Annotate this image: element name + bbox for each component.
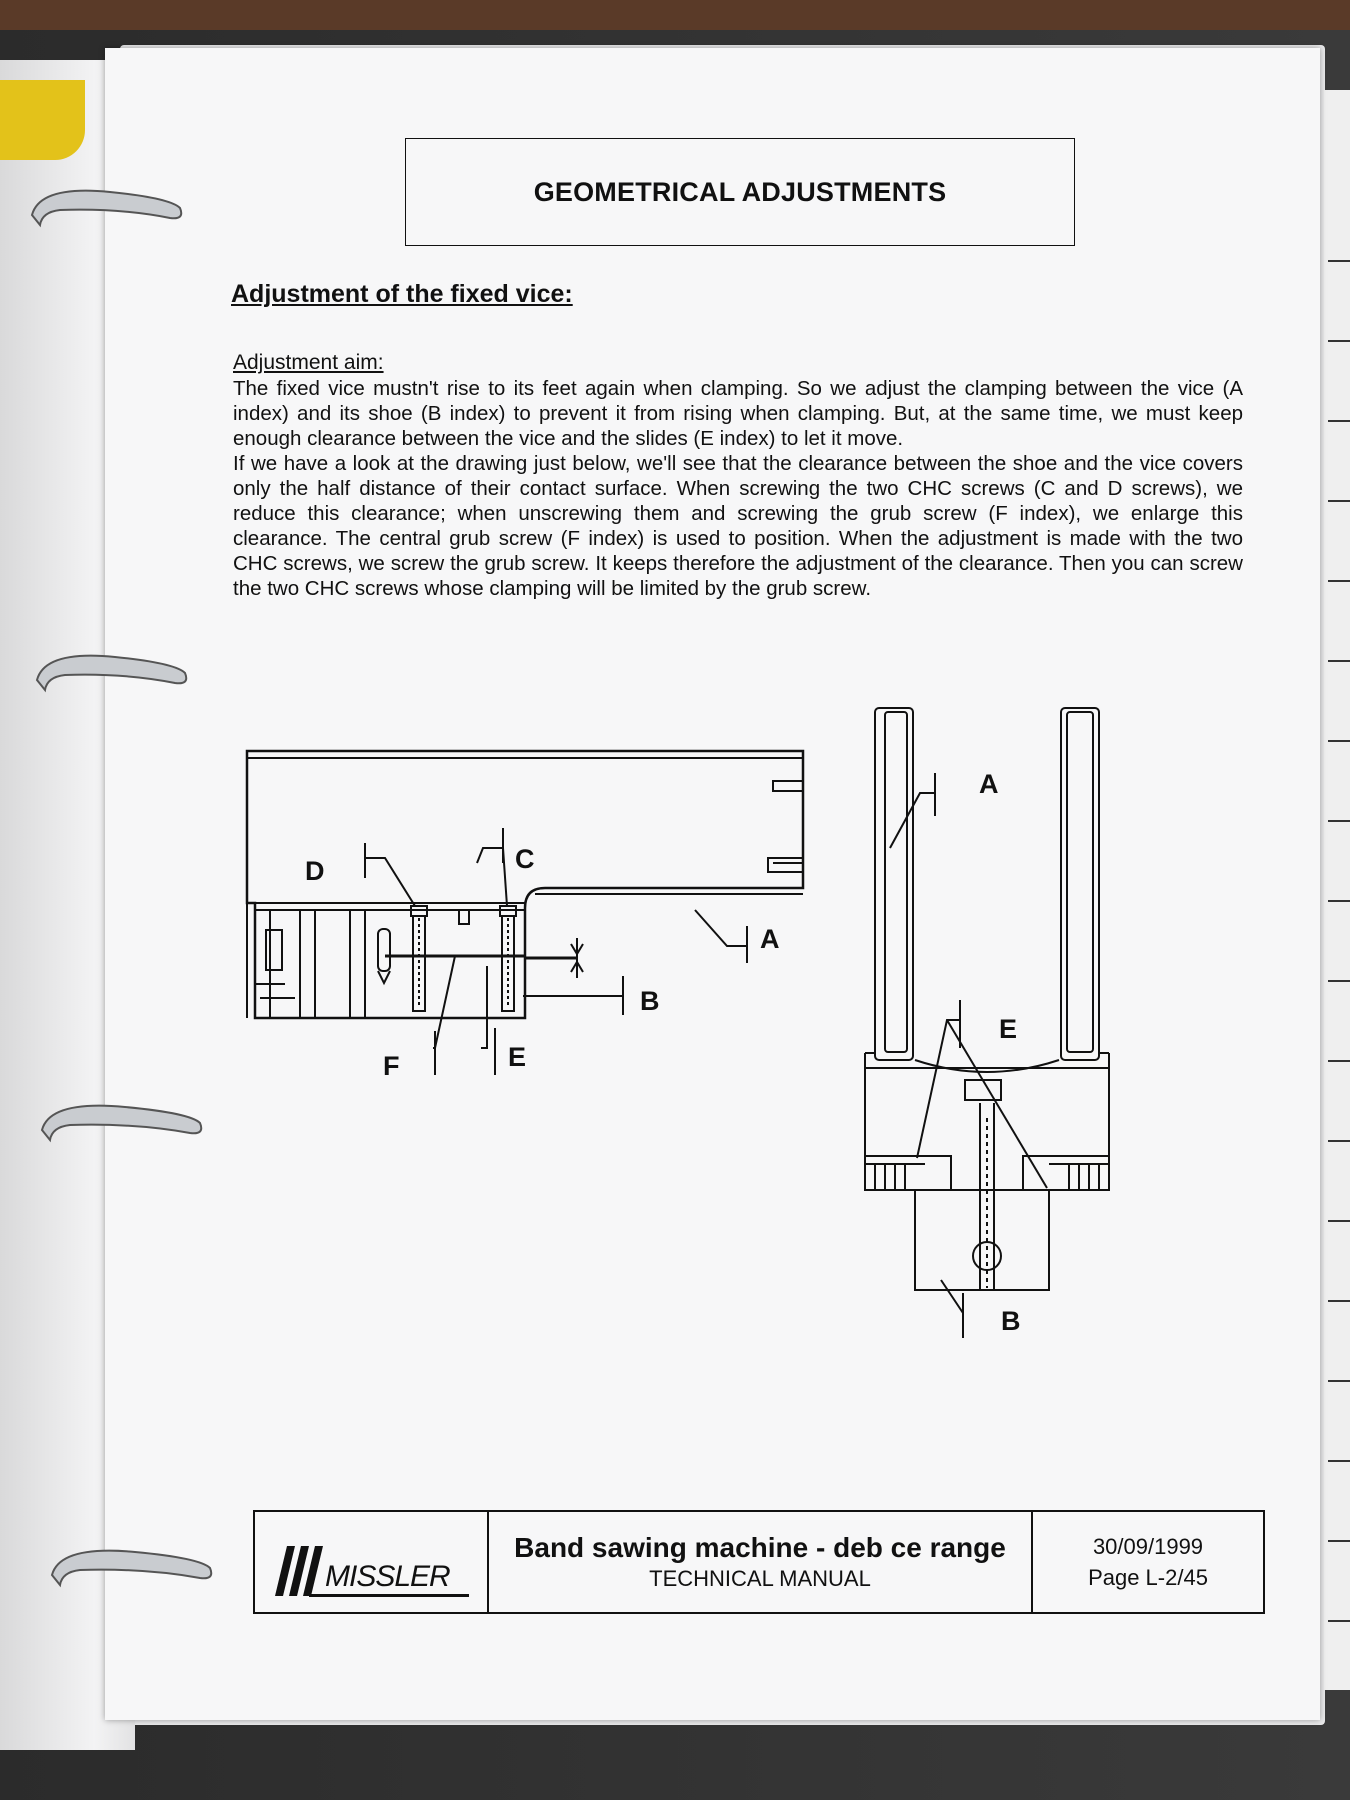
logo-text: MISSLER [325, 1560, 450, 1593]
label-b-end: B [1001, 1306, 1021, 1336]
footer-meta [1033, 1512, 1263, 1612]
missler-logo [255, 1512, 489, 1612]
section-heading: Adjustment of the fixed vice: [231, 280, 573, 308]
logo-bars-icon [265, 1546, 325, 1596]
yellow-tab [0, 80, 85, 160]
page-title: GEOMETRICAL ADJUSTMENTS [533, 176, 947, 207]
paragraph-2: If we have a look at the drawing just below, we'll see that the clearance between the shoe and the vice covers only the half distance of their contact surface. When screwing the two CHC screws (C and D screws), we reduce this clearance; when unscrewing them and screwing the grub screw (F index), we enlarge this clearance. The central grub screw (F index) is used to position. When the adjustment is made with the two CHC screws, we screw the grub screw. It keeps therefore the adjustment of the clearance. Then you can screw the two CHC screws whose clamping will be limited by the grub screw. [233, 452, 1243, 600]
paragraph-1: The fixed vice mustn't rise to its feet again when clamping. So we adjust the clamping between the vice (A index) and its shoe (B index) to prevent it from rising when clamping. But, at the same time, we must keep enough clearance between the vice and the slides (E index) to let it move. [233, 377, 1243, 450]
label-e-side: E [508, 1042, 527, 1072]
label-f: F [383, 1051, 400, 1081]
label-c: C [515, 844, 535, 874]
title-box [405, 138, 1075, 246]
product-name: Band sawing machine - deb ce range [514, 1532, 1006, 1563]
label-d: D [305, 856, 325, 886]
body-text [233, 376, 1243, 601]
aim-label: Adjustment aim: [233, 351, 384, 374]
label-e-end: E [999, 1014, 1018, 1044]
logo-underline [309, 1594, 469, 1597]
footer-page-number: Page L-2/45 [1088, 1565, 1208, 1590]
end-view-drawing [865, 708, 1109, 1338]
binder-ring-icon [30, 1095, 210, 1155]
label-a-side: A [760, 924, 780, 954]
manual-page [105, 48, 1320, 1720]
side-view-drawing [247, 751, 803, 1081]
footer-product-block [489, 1512, 1033, 1612]
right-index-tabs [1324, 90, 1350, 1690]
binder-ring-icon [25, 645, 195, 705]
binder-ring-icon [40, 1540, 220, 1600]
manual-type: TECHNICAL MANUAL [649, 1566, 871, 1591]
binder-ring-icon [20, 180, 190, 240]
label-b-side: B [640, 986, 660, 1016]
label-a-end: A [979, 769, 999, 799]
page-footer [253, 1510, 1265, 1614]
vice-technical-drawing [225, 648, 1305, 1448]
footer-date: 30/09/1999 [1092, 1534, 1204, 1559]
